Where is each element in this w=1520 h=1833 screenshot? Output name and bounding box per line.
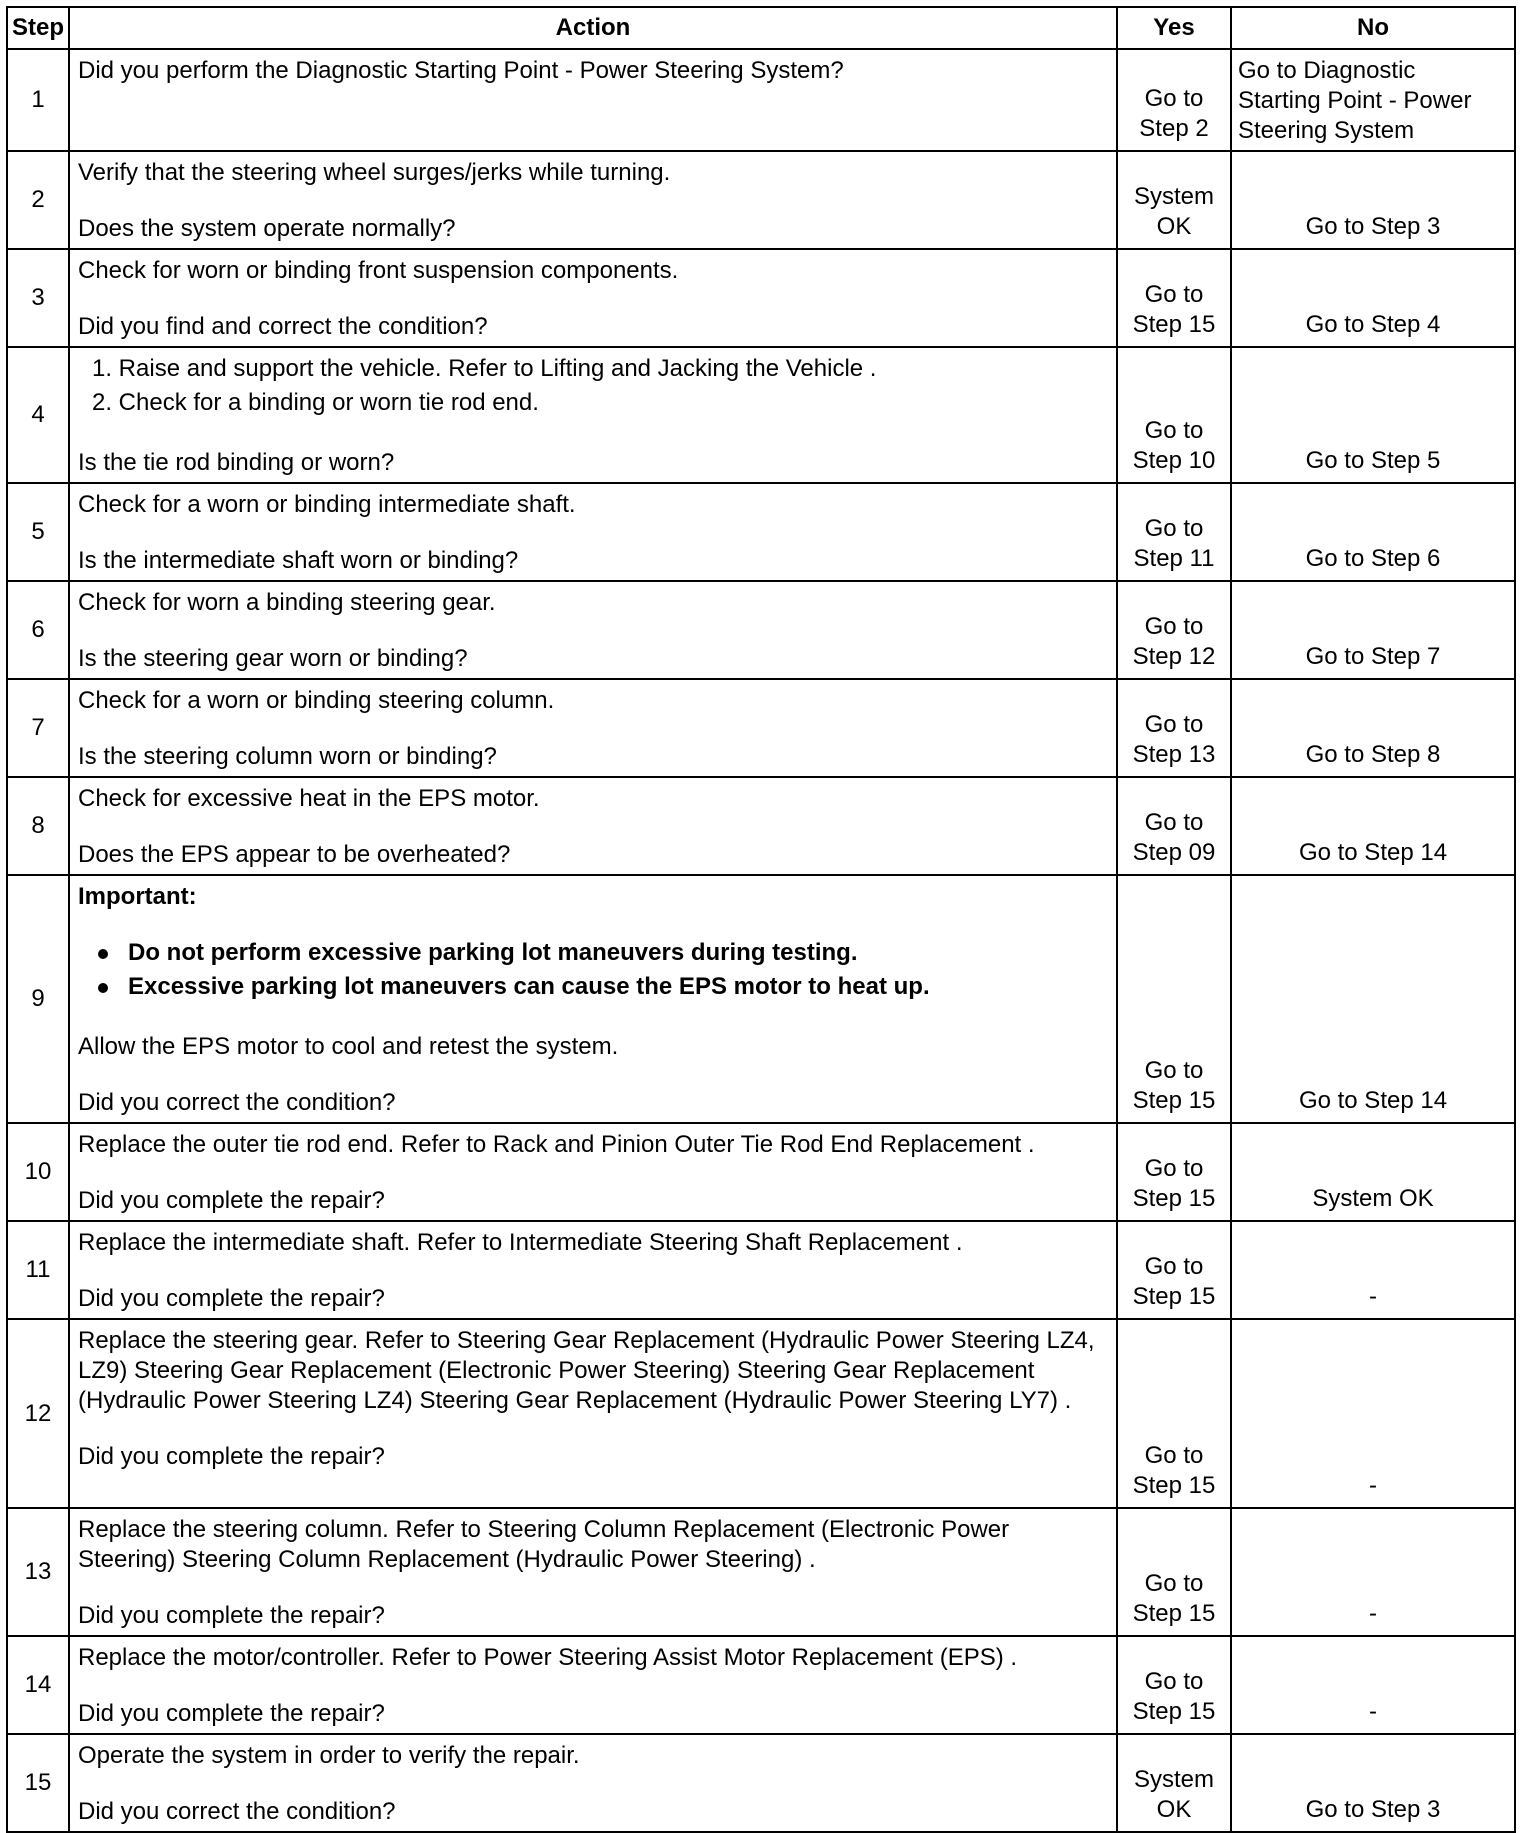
no-text: Starting Point - Power: [1238, 87, 1472, 114]
yes-cell: [1117, 1123, 1231, 1221]
step-number: 8: [7, 777, 69, 875]
table-row: [7, 249, 1515, 347]
step-number: 4: [7, 347, 69, 483]
no-text: System OK: [1312, 1185, 1434, 1212]
no-cell: [1231, 875, 1515, 1123]
step-number: 13: [7, 1508, 69, 1636]
header-action: Action: [69, 7, 1117, 49]
step-number: 5: [7, 483, 69, 581]
action-cell: [69, 581, 1117, 679]
yes-cell: [1117, 347, 1231, 483]
yes-cell: [1117, 679, 1231, 777]
list-item: [78, 972, 1108, 1002]
action-cell: [69, 875, 1117, 1123]
action-text: Replace the steering gear. Refer to Steering Gear Replacement (Hydraulic Power Steering LZ4, LZ9) Steering Gear Replacement (Electronic Power Steering) Steering Gear Replacement (Hydraulic Power Steering LZ4) Steering Gear Replacement (Hydraulic Power Steering LY7) .: [78, 1327, 1095, 1414]
table-row: [7, 1319, 1515, 1508]
yes-cell: [1117, 1319, 1231, 1508]
no-cell: [1231, 1221, 1515, 1319]
step-number: 9: [7, 875, 69, 1123]
action-text: Check for worn or binding front suspension components.: [78, 257, 679, 284]
yes-cell: [1117, 581, 1231, 679]
yes-text: Go to: [1144, 85, 1204, 112]
action-cell: [69, 1319, 1117, 1508]
action-cell: [69, 483, 1117, 581]
yes-text: System: [1133, 1766, 1214, 1793]
action-cell: [69, 1221, 1117, 1319]
no-cell: [1231, 1734, 1515, 1832]
action-text: Replace the intermediate shaft. Refer to Intermediate Steering Shaft Replacement .: [78, 1229, 963, 1256]
yes-text: Step 15: [1132, 1698, 1216, 1725]
table-row: [7, 1508, 1515, 1636]
yes-cell: [1117, 151, 1231, 249]
table-row: [7, 1636, 1515, 1734]
yes-text: Step 15: [1132, 1185, 1216, 1212]
yes-text: Step 15: [1132, 1600, 1216, 1627]
step-number: 10: [7, 1123, 69, 1221]
bullet-icon: [98, 949, 108, 959]
yes-text: Go to: [1144, 417, 1204, 444]
important-list: [78, 938, 1108, 1002]
action-cell: [69, 1734, 1117, 1832]
no-text: Go to Step 7: [1305, 643, 1441, 670]
question-text: Does the EPS appear to be overheated?: [78, 841, 511, 868]
header-no: No: [1231, 7, 1515, 49]
question-text: Did you find and correct the condition?: [78, 313, 488, 340]
no-text: Go to Step 4: [1305, 311, 1441, 338]
yes-text: Go to: [1144, 613, 1204, 640]
no-text: -: [1369, 1600, 1377, 1627]
table-row: [7, 483, 1515, 581]
yes-cell: [1117, 1508, 1231, 1636]
yes-text: Go to: [1144, 1442, 1204, 1469]
yes-text: Step 09: [1132, 839, 1216, 866]
action-cell: [69, 1636, 1117, 1734]
yes-text: Step 10: [1132, 447, 1216, 474]
yes-text: Go to: [1144, 281, 1204, 308]
action-text: Check for excessive heat in the EPS motor.: [78, 785, 540, 812]
yes-text: Step 2: [1139, 115, 1209, 142]
yes-cell: [1117, 249, 1231, 347]
no-cell: [1231, 679, 1515, 777]
table-row: [7, 1734, 1515, 1832]
no-cell: [1231, 1319, 1515, 1508]
no-text: Steering System: [1238, 117, 1415, 144]
action-cell: [69, 1123, 1117, 1221]
table-row: [7, 875, 1515, 1123]
bullet-icon: [98, 983, 108, 993]
yes-text: System: [1133, 183, 1214, 210]
no-text: Go to Step 3: [1305, 1796, 1441, 1823]
yes-cell: [1117, 1734, 1231, 1832]
no-text: Go to Step 14: [1298, 839, 1448, 866]
question-text: Did you complete the repair?: [78, 1285, 385, 1312]
step-number: 3: [7, 249, 69, 347]
step-number: 11: [7, 1221, 69, 1319]
question-text: Did you complete the repair?: [78, 1187, 385, 1214]
yes-cell: [1117, 875, 1231, 1123]
action-text: Allow the EPS motor to cool and retest the system.: [78, 1033, 619, 1060]
no-cell: [1231, 483, 1515, 581]
no-cell: [1231, 49, 1515, 151]
no-cell: [1231, 1636, 1515, 1734]
table-row: [7, 151, 1515, 249]
yes-text: Step 15: [1132, 1472, 1216, 1499]
header-step: Step: [7, 7, 69, 49]
no-text: Go to Step 6: [1305, 545, 1441, 572]
question-text: Did you complete the repair?: [78, 1602, 385, 1629]
action-cell: [69, 151, 1117, 249]
yes-text: Step 15: [1132, 311, 1216, 338]
no-cell: [1231, 249, 1515, 347]
diagnostic-table: [6, 6, 1516, 1833]
question-text: Did you correct the condition?: [78, 1798, 396, 1825]
question-text: Is the steering column worn or binding?: [78, 743, 497, 770]
question-text: Did you correct the condition?: [78, 1089, 396, 1116]
no-text: Go to Step 5: [1305, 447, 1441, 474]
action-text: Replace the outer tie rod end. Refer to Rack and Pinion Outer Tie Rod End Replacement .: [78, 1131, 1035, 1158]
yes-cell: [1117, 777, 1231, 875]
action-text: Check for worn a binding steering gear.: [78, 589, 496, 616]
no-text: -: [1369, 1283, 1377, 1310]
table-row: [7, 777, 1515, 875]
question-text: Is the tie rod binding or worn?: [78, 449, 395, 476]
action-cell: [69, 347, 1117, 483]
step-number: 2: [7, 151, 69, 249]
no-cell: [1231, 1508, 1515, 1636]
yes-cell: [1117, 483, 1231, 581]
yes-text: Go to: [1144, 1570, 1204, 1597]
question-text: Does the system operate normally?: [78, 215, 456, 242]
header-row: [7, 7, 1515, 49]
bullet-text: Do not perform excessive parking lot maneuvers during testing.: [128, 939, 858, 966]
yes-cell: [1117, 1221, 1231, 1319]
action-cell: [69, 1508, 1117, 1636]
yes-text: Step 15: [1132, 1283, 1216, 1310]
procedure-list: [78, 354, 1108, 418]
bullet-text: Excessive parking lot maneuvers can cause the EPS motor to heat up.: [128, 973, 930, 1000]
yes-text: Go to: [1144, 1668, 1204, 1695]
no-cell: [1231, 777, 1515, 875]
action-cell: [69, 679, 1117, 777]
no-text: Go to Step 8: [1305, 741, 1441, 768]
action-text: Check for a worn or binding intermediate shaft.: [78, 491, 576, 518]
action-cell: [69, 249, 1117, 347]
no-text: Go to Diagnostic: [1238, 57, 1416, 84]
table-row: [7, 347, 1515, 483]
no-text: Go to Step 3: [1305, 213, 1441, 240]
step-number: 12: [7, 1319, 69, 1508]
no-cell: [1231, 1123, 1515, 1221]
action-cell: [69, 777, 1117, 875]
header-yes: Yes: [1117, 7, 1231, 49]
list-item: 2. Check for a binding or worn tie rod end.: [92, 389, 539, 416]
yes-text: OK: [1156, 1796, 1192, 1823]
step-number: 7: [7, 679, 69, 777]
question-text: Is the steering gear worn or binding?: [78, 645, 468, 672]
yes-text: Go to: [1144, 1057, 1204, 1084]
table-row: [7, 581, 1515, 679]
yes-text: Step 11: [1133, 545, 1215, 572]
step-number: 15: [7, 1734, 69, 1832]
step-number: 6: [7, 581, 69, 679]
question-text: Is the intermediate shaft worn or binding?: [78, 547, 519, 574]
yes-text: Go to: [1144, 1253, 1204, 1280]
yes-text: Go to: [1144, 711, 1204, 738]
yes-cell: [1117, 49, 1231, 151]
question-text: Did you complete the repair?: [78, 1443, 385, 1470]
yes-text: Go to: [1144, 809, 1204, 836]
action-text: Check for a worn or binding steering column.: [78, 687, 555, 714]
yes-text: Step 15: [1132, 1087, 1216, 1114]
no-text: -: [1369, 1698, 1377, 1725]
action-text: Did you perform the Diagnostic Starting Point - Power Steering System?: [78, 57, 844, 84]
table-row: [7, 1221, 1515, 1319]
no-text: Go to Step 14: [1298, 1087, 1448, 1114]
yes-cell: [1117, 1636, 1231, 1734]
no-cell: [1231, 347, 1515, 483]
table-row: [7, 49, 1515, 151]
table-row: [7, 679, 1515, 777]
yes-text: Step 13: [1132, 741, 1216, 768]
list-item: [78, 938, 1108, 968]
no-cell: [1231, 581, 1515, 679]
yes-text: Go to: [1144, 515, 1204, 542]
action-text: Replace the motor/controller. Refer to Power Steering Assist Motor Replacement (EPS) .: [78, 1644, 1018, 1671]
important-label: Important:: [78, 883, 197, 910]
yes-text: Go to: [1144, 1155, 1204, 1182]
action-text: Operate the system in order to verify the repair.: [78, 1742, 580, 1769]
list-item: 1. Raise and support the vehicle. Refer to Lifting and Jacking the Vehicle .: [92, 355, 877, 382]
table-row: [7, 1123, 1515, 1221]
action-text: Replace the steering column. Refer to Steering Column Replacement (Electronic Power Steering) Steering Column Replacement (Hydraulic Power Steering) .: [78, 1516, 1010, 1573]
no-cell: [1231, 151, 1515, 249]
action-cell: [69, 49, 1117, 151]
question-text: Did you complete the repair?: [78, 1700, 385, 1727]
action-text: Verify that the steering wheel surges/jerks while turning.: [78, 159, 671, 186]
no-text: -: [1369, 1472, 1377, 1499]
yes-text: Step 12: [1132, 643, 1216, 670]
yes-text: OK: [1156, 213, 1192, 240]
step-number: 1: [7, 49, 69, 151]
step-number: 14: [7, 1636, 69, 1734]
